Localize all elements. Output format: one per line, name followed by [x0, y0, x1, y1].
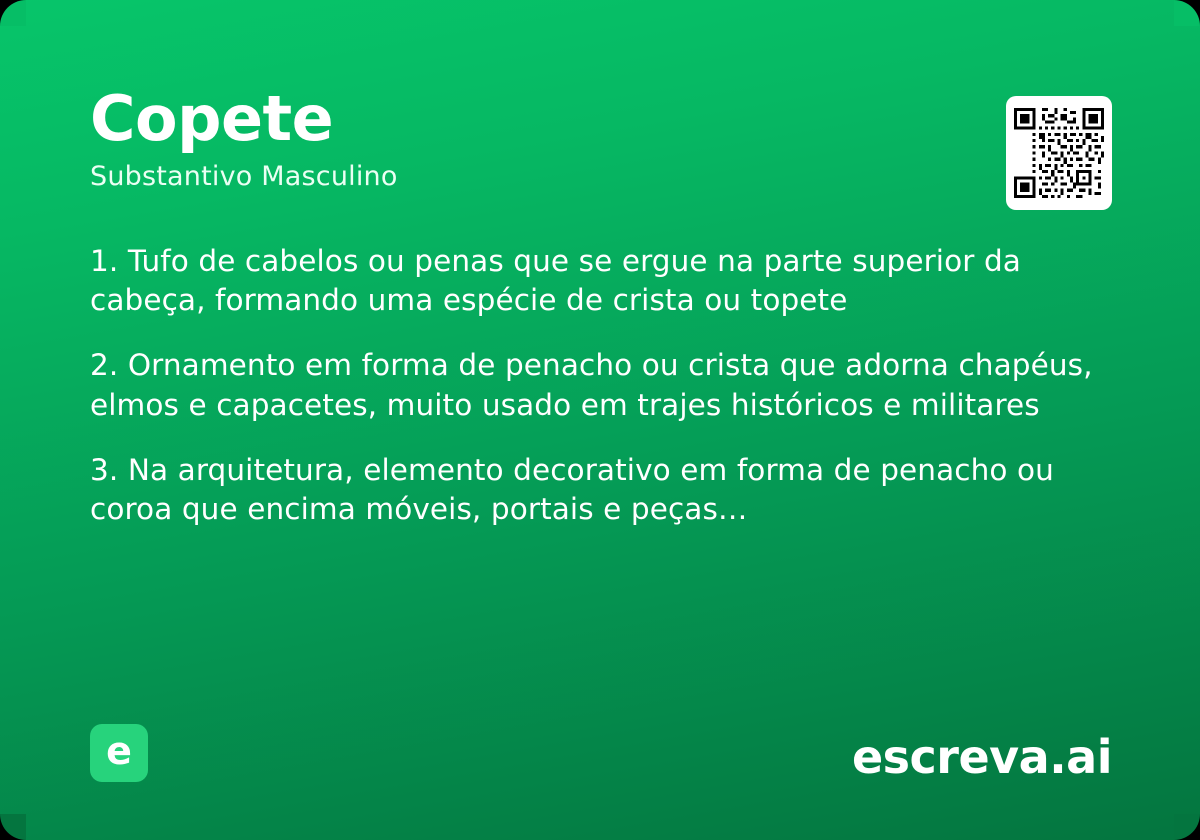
- page-title: Copete: [90, 82, 334, 155]
- corner-bottom-right: [1174, 814, 1200, 840]
- definition-list: [90, 242, 1110, 529]
- corner-top-left: [0, 0, 26, 26]
- definition-item: 1. Tufo de cabelos ou penas que se ergue na parte superior da cabeça, formando uma espécie de crista ou topete: [90, 244, 1021, 318]
- qr-code-icon[interactable]: [1006, 96, 1112, 210]
- corner-top-right: [1174, 0, 1200, 26]
- brand-logo-letter: e: [106, 729, 132, 773]
- corner-bottom-left: [0, 814, 26, 840]
- brand-logo-tile: [90, 724, 148, 782]
- brand-wordmark: escreva.ai: [851, 730, 1112, 784]
- part-of-speech-label: Substantivo Masculino: [90, 161, 398, 193]
- definition-item: 2. Ornamento em forma de penacho ou crista que adorna chapéus, elmos e capacetes, muito usado em trajes históricos e militares: [90, 348, 1093, 422]
- card-header: [90, 82, 398, 193]
- qr-code-graphic: [1014, 104, 1104, 202]
- definition-item: 3. Na arquitetura, elemento decorativo em forma de penacho ou coroa que encima móveis, portais e peças…: [90, 452, 1054, 527]
